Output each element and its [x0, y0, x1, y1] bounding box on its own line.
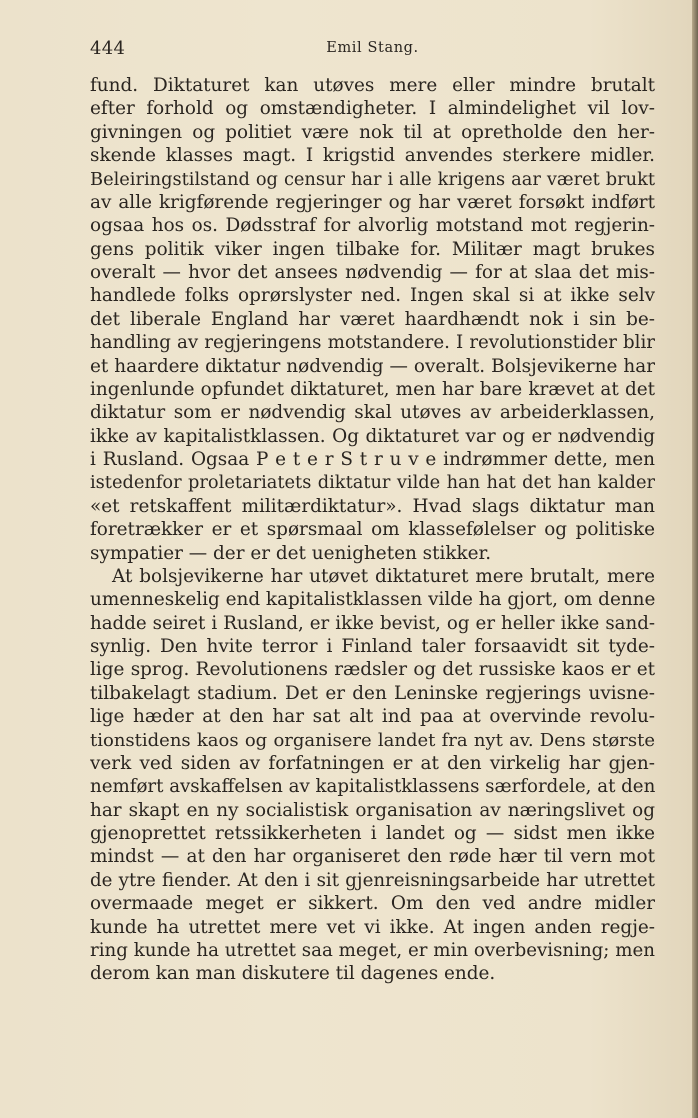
- text-line: mindst — at den har organiseret den røde hær til vern mot: [90, 846, 655, 868]
- text-line: overalt — hvor det ansees nødvendig — for at slaa det mis-: [90, 262, 655, 283]
- text-line: har skapt en ny socialistisk organisation av næringslivet og: [90, 799, 655, 821]
- text-line: kunde ha utrettet mere vet vi ikke. At ingen anden regje-: [90, 916, 655, 938]
- page-edge: [692, 0, 698, 1118]
- text-line: i Rusland. Ogsaa P e t e r S t r u v e indrømmer dette, men: [90, 449, 655, 470]
- paragraph-1: [90, 74, 655, 565]
- text-line: handlede folks oprørslyster ned. Ingen skal si at ikke selv: [90, 285, 655, 307]
- text-line: handling av regjeringens motstandere. I revolutionstider blir: [90, 332, 655, 354]
- text-line: gjenoprettet retssikkerheten i landet og — sidst men ikke: [90, 823, 655, 844]
- text-line: «et retskaffent militærdiktatur». Hvad slags diktatur man: [90, 495, 655, 517]
- text-line: av alle krigførende regjeringer og har været forsøkt indført: [90, 191, 655, 213]
- text-line: ikke av kapitalistklassen. Og diktaturet var og er nødvendig: [90, 425, 655, 447]
- text-line: lige hæder at den har sat alt ind paa at overvinde revolu-: [90, 706, 655, 728]
- text-line: sympatier — der er det uenigheten stikker.: [90, 542, 492, 564]
- text-line: hadde seiret i Rusland, er ikke bevist, og er heller ikke sand-: [90, 612, 655, 634]
- text-line: synlig. Den hvite terror i Finland taler forsaavidt sit tyde-: [90, 636, 655, 657]
- text-line: givningen og politiet være nok til at opretholde den her-: [90, 121, 655, 143]
- text-line: nemført avskaffelsen av kapitalistklassens særfordele, at den: [90, 776, 655, 798]
- text-line: det liberale England har været haardhændt nok i sin be-: [90, 308, 655, 330]
- text-line: umenneskelig end kapitalistklassen vilde ha gjort, om denne: [90, 589, 655, 611]
- text-line: lige sprog. Revolutionens rædsler og det russiske kaos er et: [90, 659, 655, 681]
- text-line: efter forhold og omstændigheter. I almindelighet vil lov-: [90, 98, 655, 120]
- text-line: Beleiringstilstand og censur har i alle krigens aar været brukt: [90, 168, 655, 190]
- text-line: verk ved siden av forfatningen er at den virkelig har gjen-: [90, 752, 655, 774]
- text-line: skende klasses magt. I krigstid anvendes sterkere midler.: [90, 145, 655, 167]
- body-text: [90, 74, 655, 986]
- paragraph-2: [90, 565, 655, 986]
- text-line: ring kunde ha utrettet saa meget, er min overbevisning; men: [90, 939, 655, 961]
- text-line: istedenfor proletariatets diktatur vilde han hat det han kalder: [90, 472, 655, 494]
- text-line: diktatur som er nødvendig skal utøves av arbeiderklassen,: [90, 402, 655, 424]
- text-line: foretrækker er et spørsmaal om klassefølelser og politiske: [90, 519, 655, 541]
- text-line: fund. Diktaturet kan utøves mere eller mindre brutalt: [90, 75, 655, 96]
- text-line: derom kan man diskutere til dagenes ende.: [90, 963, 496, 985]
- page-number: 444: [90, 38, 126, 59]
- text-line: gens politik viker ingen tilbake for. Militær magt brukes: [90, 238, 655, 260]
- text-line: overmaade meget er sikkert. Om den ved andre midler: [90, 893, 655, 915]
- text-line: tilbakelagt stadium. Det er den Leninske regjerings uvisne-: [90, 682, 655, 704]
- text-line: ogsaa hos os. Dødsstraf for alvorlig motstand mot regjerin-: [90, 215, 655, 237]
- page-header: [90, 38, 655, 62]
- text-line: tionstidens kaos og organisere landet fra nyt av. Dens største: [90, 729, 655, 751]
- running-head: Emil Stang.: [326, 40, 419, 56]
- text-line: ingenlunde opfundet diktaturet, men har bare krævet at det: [90, 378, 655, 400]
- text-line: de ytre fiender. At den i sit gjenreisningsarbeide har utrettet: [90, 869, 655, 891]
- text-line: et haardere diktatur nødvendig — overalt. Bolsjevikerne har: [90, 355, 655, 377]
- text-line: At bolsjevikerne har utøvet diktaturet mere brutalt, mere: [112, 565, 655, 587]
